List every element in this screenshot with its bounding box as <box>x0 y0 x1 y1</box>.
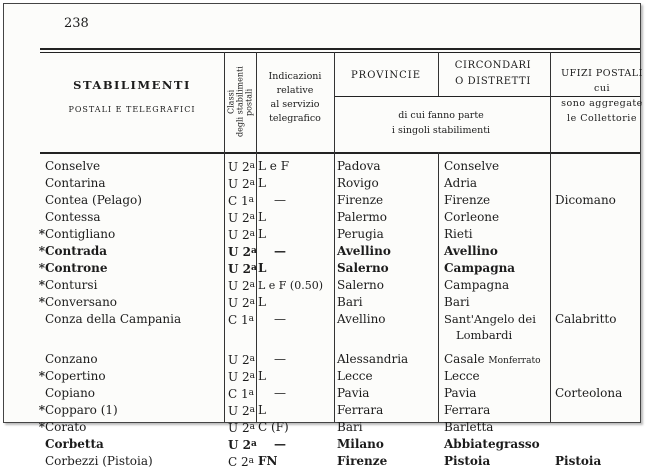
header-indicazioni: Indicazioni relative al servizio telegrafico <box>268 71 322 124</box>
table-row: Contarina U 2$^a$ L Rovigo Adria <box>45 176 478 191</box>
header-rule-top <box>40 48 640 50</box>
table-row: * Contursi U 2$^a$ L e F (0.50) Salerno Campagna <box>38 278 510 293</box>
table-row: * Contrada U 2$^a$ — Avellino Avellino <box>38 244 498 259</box>
table-row: Contessa U 2$^a$ L Palermo Corleone <box>45 210 500 225</box>
table-row: Corbetta U 2$^a$ — Milano Abbiategrasso <box>45 437 540 452</box>
header-stabilimenti: STABILIMENTI <box>73 78 191 92</box>
table-row: * Contigliano U 2$^a$ L Perugia Rieti <box>38 227 473 242</box>
page-number: 238 <box>64 16 89 31</box>
table-row: * Controne U 2$^a$ L Salerno Campagna <box>38 261 516 276</box>
table-row: Contea (Pelago) C 1$^a$ — Firenze Firenze Dicomano <box>45 193 616 208</box>
document-page <box>3 3 643 469</box>
table-row: Conza della Campania C 1$^a$ — Avellino Sant'Angelo dei Lombardi Calabritto <box>45 312 617 342</box>
table-row: * Conversano U 2$^a$ L Bari Bari <box>38 295 470 310</box>
table-row: Conzano U 2$^a$ — Alessandria Casale Monferrato <box>45 352 541 367</box>
table-row: Conselve U 2$^a$ L e F Padova Conselve <box>45 159 500 174</box>
table-row: * Copertino U 2$^a$ L Lecce Lecce <box>38 369 480 384</box>
header-provincie: PROVINCIE <box>350 70 422 81</box>
header-circondari: CIRCONDARI O DISTRETTI <box>454 60 532 87</box>
header-classi: Classi degli stabilimenti postali <box>226 66 254 138</box>
header-stabilimenti-sub: POSTALI E TELEGRAFICI <box>68 105 196 114</box>
table-row: * Corato U 2$^a$ C (F) Bari Barletta <box>38 420 494 435</box>
table-row: * Copparo (1) U 2$^a$ L Ferrara Ferrara <box>38 403 491 418</box>
table-row: Corbezzi (Pistoia) C 2$^a$ FN Firenze Pistoia Pistoia <box>45 454 602 469</box>
table-row: Copiano C 1$^a$ — Pavia Pavia Corteolona <box>45 386 623 401</box>
header-di-cui: di cui fanno parte i singoli stabilimenti <box>391 110 491 136</box>
header-uffici-postali: UFIZI POSTALI cui sono aggregate le Collettorie <box>561 68 643 124</box>
